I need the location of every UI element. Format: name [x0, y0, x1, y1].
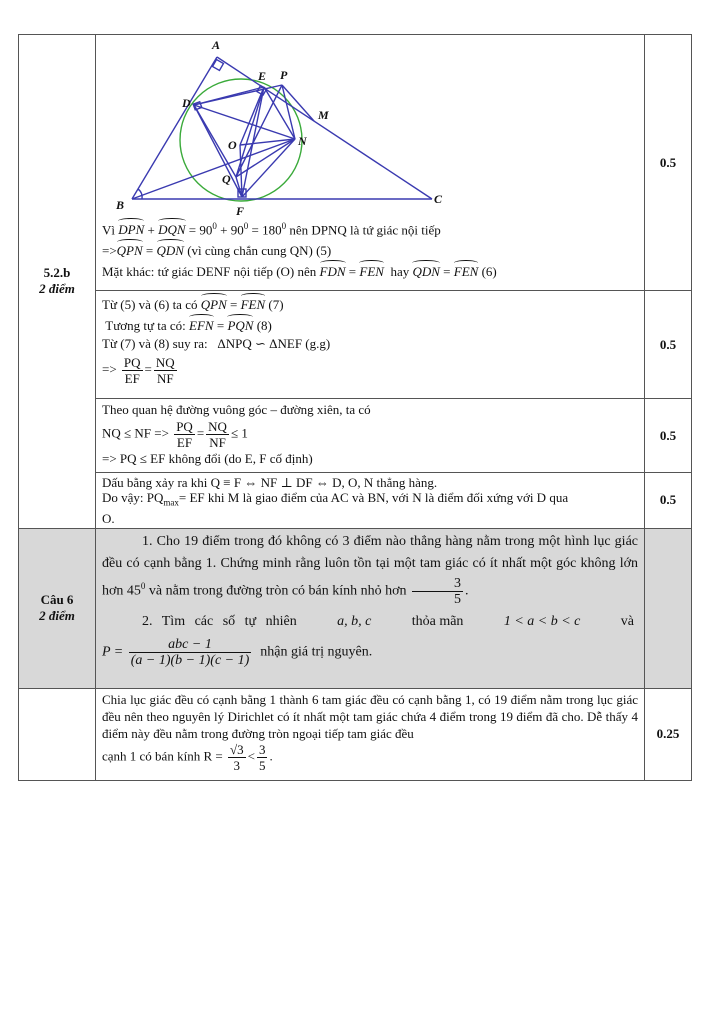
angle: EFN — [189, 314, 214, 335]
text: và nằm trong đường tròn có bán kính nhỏ hơn — [145, 583, 407, 599]
angle-mark-b — [138, 189, 142, 199]
angle: FEN — [454, 260, 479, 281]
question-label-cell — [19, 35, 96, 529]
text: Do vậy: PQ — [102, 490, 164, 505]
text-line — [102, 239, 638, 260]
text: và — [620, 613, 634, 629]
inequality: 1 < a < b < c — [503, 613, 581, 629]
fraction — [412, 576, 463, 607]
similar-symbol: ∽ — [254, 336, 266, 351]
variables: a, b, c — [337, 613, 372, 629]
angle: FDN — [320, 260, 346, 281]
problem-1 — [102, 531, 638, 607]
segment-bn — [132, 139, 295, 199]
angle: DPN — [118, 218, 144, 239]
text-line: => PQ ≤ EF không đổi (do E, F cố định) — [102, 451, 313, 466]
solution-table — [18, 34, 692, 781]
text: Tương tự ta có: — [105, 318, 186, 333]
text: nên DPNQ là tứ giác nội tiếp — [286, 222, 441, 238]
content-cell — [96, 473, 645, 529]
score-cell: 0.5 — [645, 399, 692, 473]
angle: QDN — [412, 260, 439, 281]
text: = — [229, 297, 238, 312]
angle: FEN — [241, 293, 266, 314]
right-angle-e — [257, 86, 267, 96]
text: . — [465, 583, 469, 599]
text: hay — [390, 264, 410, 280]
text: thỏa mãn — [411, 613, 464, 629]
variable-p: P = — [102, 644, 124, 660]
text-line — [102, 217, 638, 239]
row-5-2-b-part2 — [19, 291, 692, 399]
numerator: PQ — [123, 355, 141, 370]
question-points: 2 điểm — [39, 281, 75, 297]
score-cell: 0.5 — [645, 473, 692, 529]
problem-2-line — [102, 611, 638, 633]
point-label-q: Q — [222, 172, 231, 186]
question-label: Câu 6 — [40, 592, 74, 608]
text: = — [145, 243, 154, 259]
text: (8) — [256, 318, 272, 333]
denominator: EF — [124, 371, 140, 386]
denominator: 3 — [233, 757, 241, 773]
fraction — [228, 742, 246, 773]
row-5-2-b-part1 — [19, 35, 692, 291]
score-cell: 0.5 — [645, 291, 692, 399]
superscript: 0 — [140, 580, 146, 591]
denominator: 5 — [258, 757, 266, 773]
text: ΔNPQ — [217, 336, 252, 351]
solution-cell — [96, 688, 645, 780]
text: = EF khi M là giao điểm của AC và BN, với N là điểm đối xứng với D qua — [178, 490, 569, 505]
angle: QDN — [157, 239, 184, 260]
superscript: 0 — [243, 221, 249, 231]
text: = — [196, 425, 205, 441]
numerator: 3 — [258, 741, 266, 757]
point-label-c: C — [434, 192, 443, 206]
text: (7) — [268, 297, 284, 312]
fraction — [206, 419, 229, 450]
point-label-n: N — [298, 134, 307, 148]
problem-2-formula — [102, 637, 638, 668]
text-line — [102, 355, 638, 386]
text-line — [102, 293, 638, 314]
numerator: 3 — [412, 576, 463, 592]
content-cell — [96, 399, 645, 473]
angle: PQN — [227, 314, 253, 335]
text: 1. Cho 19 điểm trong đó không có 3 điểm nào thẳng hàng nằm trong một hình lục giác đều có cạnh bằng 1. Chứng minh rằng luôn tồn tại một tam giác có ít nhất một góc không lớn hơn 45 — [102, 533, 638, 599]
text: = 180 — [248, 222, 282, 238]
text-line — [102, 419, 638, 450]
text: = 90 — [188, 222, 213, 238]
text: (6) — [481, 264, 497, 280]
denominator: 5 — [454, 591, 462, 607]
text: 2. Tìm các số tự nhiên — [142, 613, 297, 629]
text-line: O. — [102, 510, 115, 526]
score-cell: 0.5 — [645, 35, 692, 291]
text: (vì cùng chắn cung QN) (5) — [187, 243, 332, 259]
superscript: 0 — [212, 221, 217, 231]
question-label: 5.2.b — [43, 265, 71, 281]
denominator: (a − 1)(b − 1)(c − 1) — [130, 652, 250, 668]
point-label-f: F — [236, 204, 245, 217]
text: = — [216, 318, 225, 333]
text: = — [144, 361, 152, 377]
text: ΔNEF (g.g) — [269, 336, 331, 351]
text-line — [102, 314, 638, 335]
text-line: Theo quan hệ đường vuông góc – đường xiên, ta có — [102, 402, 371, 417]
numerator: abc − 1 — [129, 637, 252, 653]
subscript: max — [163, 497, 179, 508]
row-cau-6-solution — [19, 688, 692, 780]
text: => — [102, 361, 117, 377]
score-cell — [645, 528, 692, 688]
segment-ac — [217, 57, 432, 199]
fraction — [154, 355, 177, 386]
text: = — [443, 264, 451, 280]
score-cell: 0.25 — [645, 688, 692, 780]
text: Vì — [102, 222, 115, 238]
text: ≤ 1 — [230, 425, 248, 441]
text-line — [102, 260, 638, 281]
problem-cell — [96, 528, 645, 688]
text-line — [102, 490, 638, 511]
point-label-a: A — [212, 38, 221, 52]
text: cạnh 1 có bán kính R = — [102, 748, 223, 764]
numerator: NQ — [208, 419, 227, 434]
fraction — [174, 419, 195, 450]
numerator: PQ — [176, 419, 193, 434]
text: = — [348, 264, 357, 280]
text: Từ (7) và (8) suy ra: — [102, 336, 208, 351]
denominator: NF — [209, 435, 226, 450]
denominator: NF — [156, 371, 174, 386]
fraction — [257, 742, 268, 773]
text-line — [102, 335, 638, 353]
row-cau-6-problem — [19, 528, 692, 688]
question-label-cell — [19, 688, 96, 780]
denominator: EF — [176, 435, 193, 450]
row-5-2-b-part3 — [19, 399, 692, 473]
text-line — [102, 742, 638, 773]
point-label-b: B — [116, 198, 125, 212]
question-label-cell — [19, 528, 96, 688]
point-label-o: O — [228, 138, 237, 152]
text: . — [269, 748, 273, 764]
text-line: Dấu bằng xảy ra khi Q ≡ F ⇔ NF ⊥ DF ⇔ D, O, N thẳng hàng. — [102, 475, 438, 490]
text: Từ (5) và (6) ta có — [102, 297, 198, 312]
geometry-figure — [102, 37, 642, 217]
text: Mặt khác: tứ giác DENF nội tiếp (O) nên — [102, 264, 317, 280]
point-label-e: E — [258, 69, 267, 83]
fraction — [129, 637, 252, 668]
text: => — [102, 243, 117, 259]
angle: QPN — [117, 239, 143, 260]
question-points: 2 điểm — [39, 608, 75, 624]
segment-ab — [132, 57, 217, 199]
point-label-p: P — [280, 68, 288, 82]
text: + 90 — [216, 222, 244, 238]
angle: QPN — [201, 293, 227, 314]
text: NQ ≤ NF => — [102, 425, 169, 441]
angle: FEN — [359, 260, 384, 281]
row-5-2-b-part4 — [19, 473, 692, 529]
segment-oe — [240, 87, 264, 145]
numerator: √3 — [229, 741, 244, 757]
content-cell — [96, 291, 645, 399]
angle: DQN — [158, 218, 185, 239]
text: + — [147, 222, 155, 238]
point-label-m: M — [318, 108, 329, 122]
point-label-d: D — [182, 96, 191, 110]
numerator: NQ — [155, 355, 175, 370]
superscript: 0 — [281, 221, 287, 231]
text: nhận giá trị nguyên. — [260, 644, 373, 660]
fraction — [122, 355, 143, 386]
solution-text: Chia lục giác đều có cạnh bằng 1 thành 6 tam giác đều có cạnh bằng 1, có 19 điểm nằm trong lục giác đều nên theo nguyên lý Dirichlet có ít nhất một tam giác chứa 4 điểm trong 19 điểm đã cho. Dễ thấy 4 điểm này đều nằm trong đường tròn ngoại tiếp tam giác đều — [102, 691, 638, 741]
content-cell — [96, 35, 645, 291]
text: < — [247, 748, 255, 764]
